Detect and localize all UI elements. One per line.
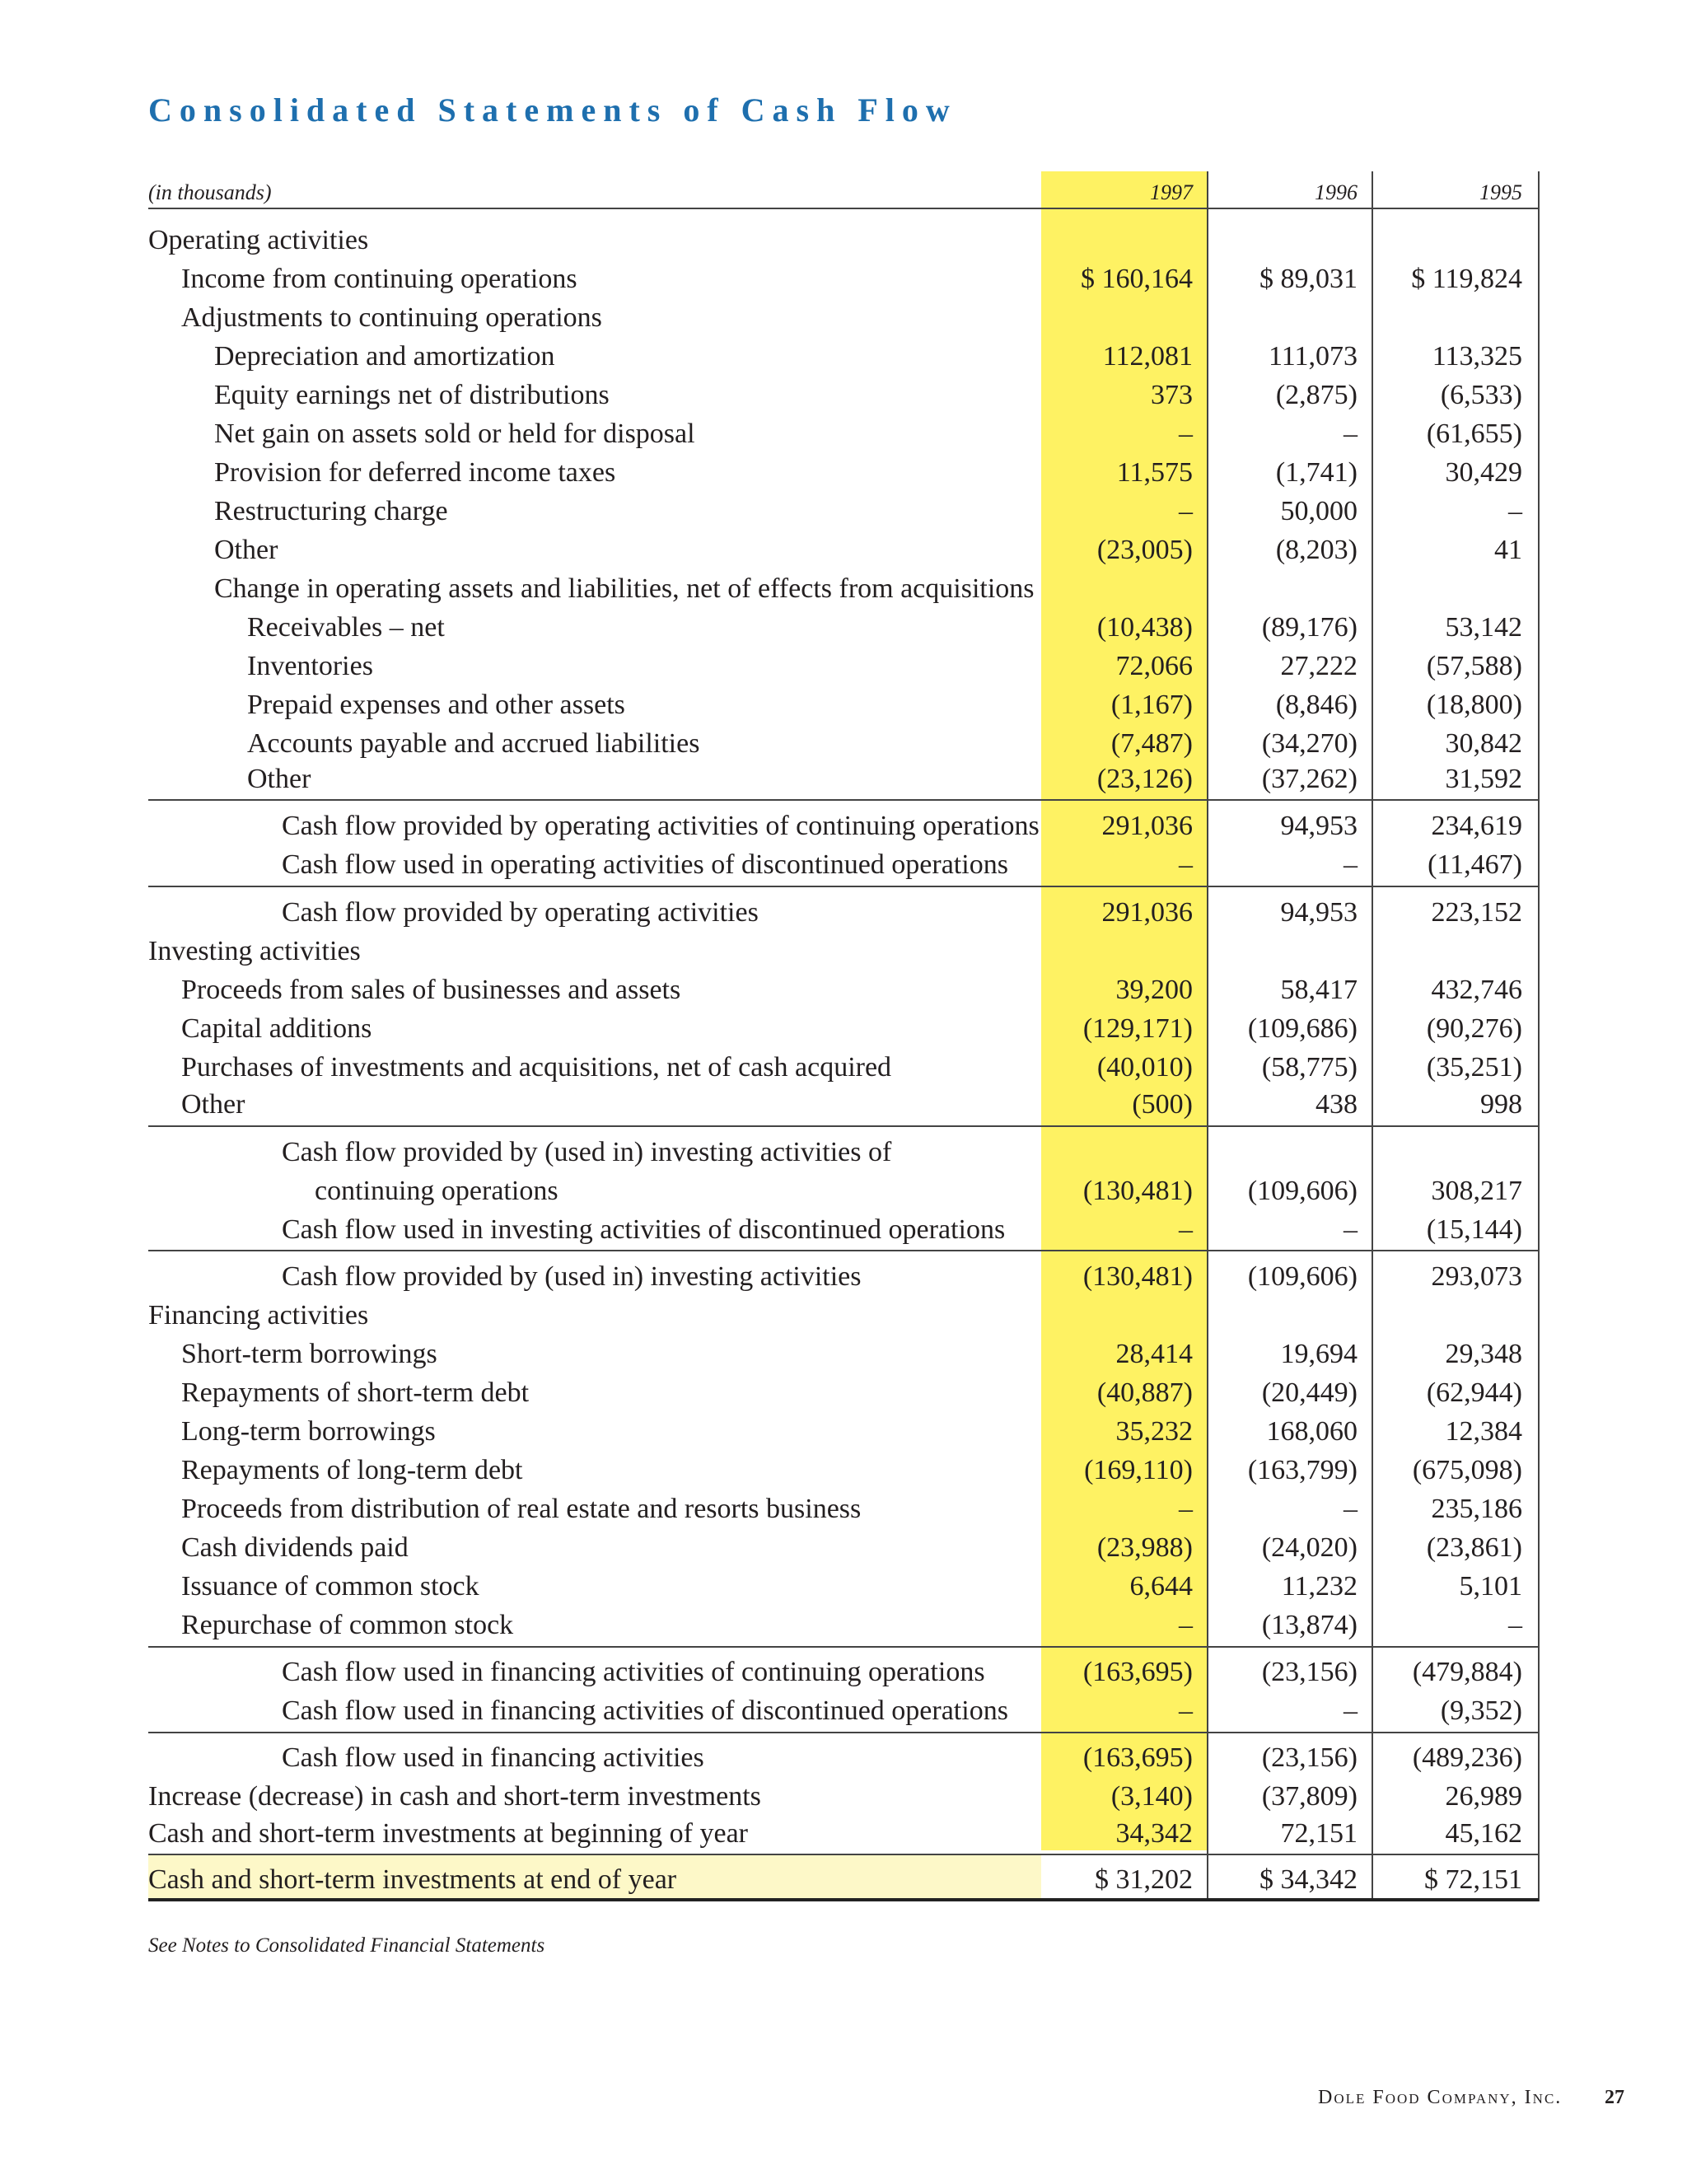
page-title: Consolidated Statements of Cash Flow [148, 91, 957, 129]
value-1997: – [1179, 849, 1193, 880]
row-label: Restructuring charge [214, 496, 448, 526]
row-label: Repayments of long-term debt [181, 1455, 523, 1485]
value-1997: (130,481) [1082, 1176, 1193, 1206]
value-1997: 39,200 [1115, 975, 1193, 1005]
table-row [0, 893, 1687, 932]
value-1995: 113,325 [1432, 341, 1522, 372]
value-1997: (500) [1132, 1089, 1193, 1120]
value-1996: – [1344, 849, 1358, 880]
table-row [0, 414, 1687, 453]
value-1995: 30,429 [1445, 457, 1522, 488]
table-row [0, 376, 1687, 414]
row-label: Issuance of common stock [181, 1571, 479, 1602]
value-1997: (23,988) [1096, 1532, 1193, 1563]
table-row [0, 1653, 1687, 1691]
value-1995: – [1508, 1610, 1522, 1640]
row-label: Repayments of short-term debt [181, 1377, 530, 1408]
table-row [0, 1172, 1687, 1210]
value-1997: (1,167) [1110, 690, 1193, 720]
value-1997: (40,010) [1096, 1052, 1193, 1083]
value-1997: $ 160,164 [1081, 264, 1193, 294]
value-1997: 11,575 [1116, 457, 1193, 488]
value-1995: 998 [1480, 1089, 1522, 1120]
value-1997: 35,232 [1115, 1416, 1193, 1447]
table-row [0, 1210, 1687, 1249]
value-1997: (130,481) [1082, 1261, 1193, 1292]
value-1995: 12,384 [1445, 1416, 1522, 1447]
table-row [0, 221, 1687, 260]
row-label: Income from continuing operations [181, 264, 577, 294]
section-rule [148, 1250, 1539, 1251]
table-row [0, 1412, 1687, 1451]
table-row [0, 531, 1687, 569]
value-1997: (23,005) [1096, 535, 1193, 565]
row-label: Cash flow provided by operating activities [282, 897, 759, 928]
value-1996: (58,775) [1261, 1052, 1358, 1083]
value-1995: 30,842 [1445, 728, 1522, 759]
row-label: Proceeds from sales of businesses and assets [181, 975, 681, 1005]
value-1995: 26,989 [1445, 1781, 1522, 1812]
table-row [0, 1335, 1687, 1373]
table-row [0, 760, 1687, 798]
row-label: Capital additions [181, 1013, 372, 1044]
value-1995: (62,944) [1426, 1377, 1522, 1408]
value-1996: (34,270) [1261, 728, 1358, 759]
value-1995: (9,352) [1440, 1695, 1522, 1726]
row-label: Cash and short-term investments at beginning of year [148, 1818, 748, 1849]
company-name: Dole Food Company, Inc. [1318, 2087, 1563, 2108]
value-1996: (13,874) [1261, 1610, 1358, 1640]
table-row [0, 492, 1687, 531]
value-1997: $ 31,202 [1095, 1864, 1193, 1895]
table-row [0, 1567, 1687, 1606]
value-1995: (675,098) [1412, 1455, 1522, 1485]
value-1997: (3,140) [1110, 1781, 1193, 1812]
row-label: Cash flow used in operating activities of discontinued operations [282, 849, 1008, 880]
table-row [0, 1133, 1687, 1172]
value-1996: $ 89,031 [1259, 264, 1358, 294]
value-1997: (163,695) [1082, 1742, 1193, 1773]
value-1995: 308,217 [1431, 1176, 1522, 1206]
value-1995: 5,101 [1459, 1571, 1522, 1602]
value-1996: (109,606) [1247, 1261, 1358, 1292]
value-1997: 291,036 [1101, 811, 1193, 841]
value-1996: (109,686) [1247, 1013, 1358, 1044]
value-1996: (8,846) [1275, 690, 1358, 720]
value-1996: 438 [1315, 1089, 1358, 1120]
value-1997: 34,342 [1115, 1818, 1193, 1849]
value-1997: 6,644 [1129, 1571, 1193, 1602]
value-1996: 11,232 [1281, 1571, 1358, 1602]
total-top-rule [148, 1854, 1539, 1855]
value-1996: 50,000 [1280, 496, 1358, 526]
value-1995: (23,861) [1426, 1532, 1522, 1563]
row-label: Net gain on assets sold or held for disposal [214, 419, 695, 449]
value-1995: (90,276) [1426, 1013, 1522, 1044]
table-row [0, 1606, 1687, 1644]
value-1996: (163,799) [1247, 1455, 1358, 1485]
value-1995: (6,533) [1440, 380, 1522, 410]
row-label: Cash flow provided by (used in) investing activities of [282, 1137, 892, 1167]
value-1997: (129,171) [1082, 1013, 1193, 1044]
value-1995: 29,348 [1445, 1339, 1522, 1369]
row-label: Other [181, 1089, 245, 1120]
value-1995: (18,800) [1426, 690, 1522, 720]
value-1996: (8,203) [1275, 535, 1358, 565]
value-1995: (35,251) [1426, 1052, 1522, 1083]
table-row [0, 1296, 1687, 1335]
value-1997: – [1179, 496, 1193, 526]
year-header-1995: 1995 [1479, 180, 1522, 204]
section-rule [148, 1125, 1539, 1127]
value-1995: (479,884) [1412, 1657, 1522, 1687]
row-label: Cash flow used in financing activities of continuing operations [282, 1657, 985, 1687]
header-rule [148, 208, 1539, 209]
table-row [0, 807, 1687, 845]
row-label: Proceeds from distribution of real estate and resorts business [181, 1494, 862, 1524]
row-label: Repurchase of common stock [181, 1610, 514, 1640]
value-1997: – [1179, 1494, 1193, 1524]
table-row [0, 647, 1687, 685]
value-1995: 293,073 [1431, 1261, 1522, 1292]
value-1995: 41 [1494, 535, 1522, 565]
table-row [0, 1451, 1687, 1490]
value-1995: (57,588) [1426, 651, 1522, 681]
year-header-1996: 1996 [1315, 180, 1358, 204]
value-1995: 235,186 [1431, 1494, 1522, 1524]
row-label: Cash and short-term investments at end of year [148, 1864, 677, 1895]
row-label: Investing activities [148, 936, 361, 966]
value-1995: 31,592 [1445, 764, 1522, 794]
table-row [0, 1738, 1687, 1777]
value-1997: (7,487) [1110, 728, 1193, 759]
table-row [0, 1373, 1687, 1412]
value-1995: 234,619 [1431, 811, 1522, 841]
row-label: Cash flow provided by (used in) investing activities [282, 1261, 862, 1292]
value-1996: (37,809) [1261, 1781, 1358, 1812]
value-1997: – [1179, 1695, 1193, 1726]
row-label: Cash flow used in investing activities of discontinued operations [282, 1214, 1006, 1245]
units-label: (in thousands) [148, 180, 272, 204]
value-1995: (15,144) [1426, 1214, 1522, 1245]
value-1996: (2,875) [1275, 380, 1358, 410]
row-label: Cash flow provided by operating activities of continuing operations [282, 811, 1040, 841]
table-row [0, 970, 1687, 1009]
value-1995: – [1508, 496, 1522, 526]
table-row [0, 932, 1687, 970]
value-1997: 373 [1151, 380, 1193, 410]
value-1996: – [1344, 419, 1358, 449]
value-1997: – [1179, 419, 1193, 449]
value-1996: (23,156) [1261, 1657, 1358, 1687]
value-1995: (489,236) [1412, 1742, 1522, 1773]
row-label: continuing operations [315, 1176, 558, 1206]
value-1995: 432,746 [1431, 975, 1522, 1005]
value-1997: – [1179, 1610, 1193, 1640]
section-rule [148, 1732, 1539, 1733]
value-1996: 94,953 [1280, 811, 1358, 841]
total-row [0, 1860, 1687, 1899]
table-row [0, 685, 1687, 724]
value-1996: (24,020) [1261, 1532, 1358, 1563]
footnote: See Notes to Consolidated Financial Statements [148, 1934, 545, 1957]
row-label: Inventories [247, 651, 373, 681]
value-1996: 27,222 [1280, 651, 1358, 681]
value-1996: – [1344, 1214, 1358, 1245]
value-1996: – [1344, 1695, 1358, 1726]
table-row [0, 569, 1687, 608]
value-1997: 72,066 [1115, 651, 1193, 681]
value-1996: (1,741) [1275, 457, 1358, 488]
value-1997: 291,036 [1101, 897, 1193, 928]
value-1995: (61,655) [1426, 419, 1522, 449]
section-rule [148, 886, 1539, 887]
value-1996: 168,060 [1266, 1416, 1358, 1447]
row-label: Operating activities [148, 225, 369, 255]
value-1997: 28,414 [1115, 1339, 1193, 1369]
value-1996: 19,694 [1280, 1339, 1358, 1369]
table-row [0, 1528, 1687, 1567]
row-label: Cash dividends paid [181, 1532, 409, 1563]
value-1995: (11,467) [1428, 849, 1522, 880]
value-1997: (169,110) [1084, 1455, 1193, 1485]
row-label: Provision for deferred income taxes [214, 457, 616, 488]
row-label: Depreciation and amortization [214, 341, 555, 372]
row-label: Purchases of investments and acquisitions, net of cash acquired [181, 1052, 892, 1083]
value-1997: (40,887) [1096, 1377, 1193, 1408]
table-row [0, 724, 1687, 763]
value-1995: $ 72,151 [1424, 1864, 1522, 1895]
value-1996: (23,156) [1261, 1742, 1358, 1773]
table-row [0, 1048, 1687, 1087]
row-label: Increase (decrease) in cash and short-term investments [148, 1781, 761, 1812]
page-number: 27 [1605, 2087, 1624, 2108]
value-1996: (20,449) [1261, 1377, 1358, 1408]
value-1995: 53,142 [1445, 612, 1522, 643]
table-row [0, 1085, 1687, 1124]
year-header-1997: 1997 [1150, 180, 1193, 204]
value-1995: 45,162 [1445, 1818, 1522, 1849]
value-1996: (109,606) [1247, 1176, 1358, 1206]
value-1997: 112,081 [1102, 341, 1193, 372]
table-row [0, 260, 1687, 298]
value-1996: 72,151 [1280, 1818, 1358, 1849]
value-1997: (10,438) [1096, 612, 1193, 643]
value-1996: – [1344, 1494, 1358, 1524]
row-label: Receivables – net [247, 612, 445, 643]
section-rule [148, 1646, 1539, 1648]
table-row [0, 1257, 1687, 1296]
table-row [0, 337, 1687, 376]
value-1997: (163,695) [1082, 1657, 1193, 1687]
table-row [0, 608, 1687, 647]
value-1996: $ 34,342 [1259, 1864, 1358, 1895]
row-label: Accounts payable and accrued liabilities [247, 728, 700, 759]
table-row [0, 1777, 1687, 1816]
row-label: Financing activities [148, 1300, 369, 1331]
value-1996: 58,417 [1280, 975, 1358, 1005]
table-row [0, 1490, 1687, 1528]
row-label: Short-term borrowings [181, 1339, 437, 1369]
value-1996: 94,953 [1280, 897, 1358, 928]
section-rule [148, 799, 1539, 801]
row-label: Change in operating assets and liabilities, net of effects from acquisitions [214, 573, 1035, 604]
table-row [0, 1814, 1687, 1853]
value-1997: (23,126) [1096, 764, 1193, 794]
value-1996: (89,176) [1261, 612, 1358, 643]
value-1995: 223,152 [1431, 897, 1522, 928]
value-1995: $ 119,824 [1411, 264, 1522, 294]
row-label: Other [247, 764, 311, 794]
table-row [0, 453, 1687, 492]
row-label: Equity earnings net of distributions [214, 380, 610, 410]
table-row [0, 1691, 1687, 1730]
value-1997: – [1179, 1214, 1193, 1245]
row-label: Adjustments to continuing operations [181, 302, 602, 333]
row-label: Cash flow used in financing activities [282, 1742, 704, 1773]
row-label: Long-term borrowings [181, 1416, 436, 1447]
table-row [0, 845, 1687, 884]
table-row [0, 1009, 1687, 1048]
table-header [0, 173, 1687, 212]
value-1996: 111,073 [1269, 341, 1358, 372]
row-label: Prepaid expenses and other assets [247, 690, 625, 720]
table-row [0, 298, 1687, 337]
value-1996: (37,262) [1261, 764, 1358, 794]
row-label: Cash flow used in financing activities of discontinued operations [282, 1695, 1008, 1726]
row-label: Other [214, 535, 278, 565]
